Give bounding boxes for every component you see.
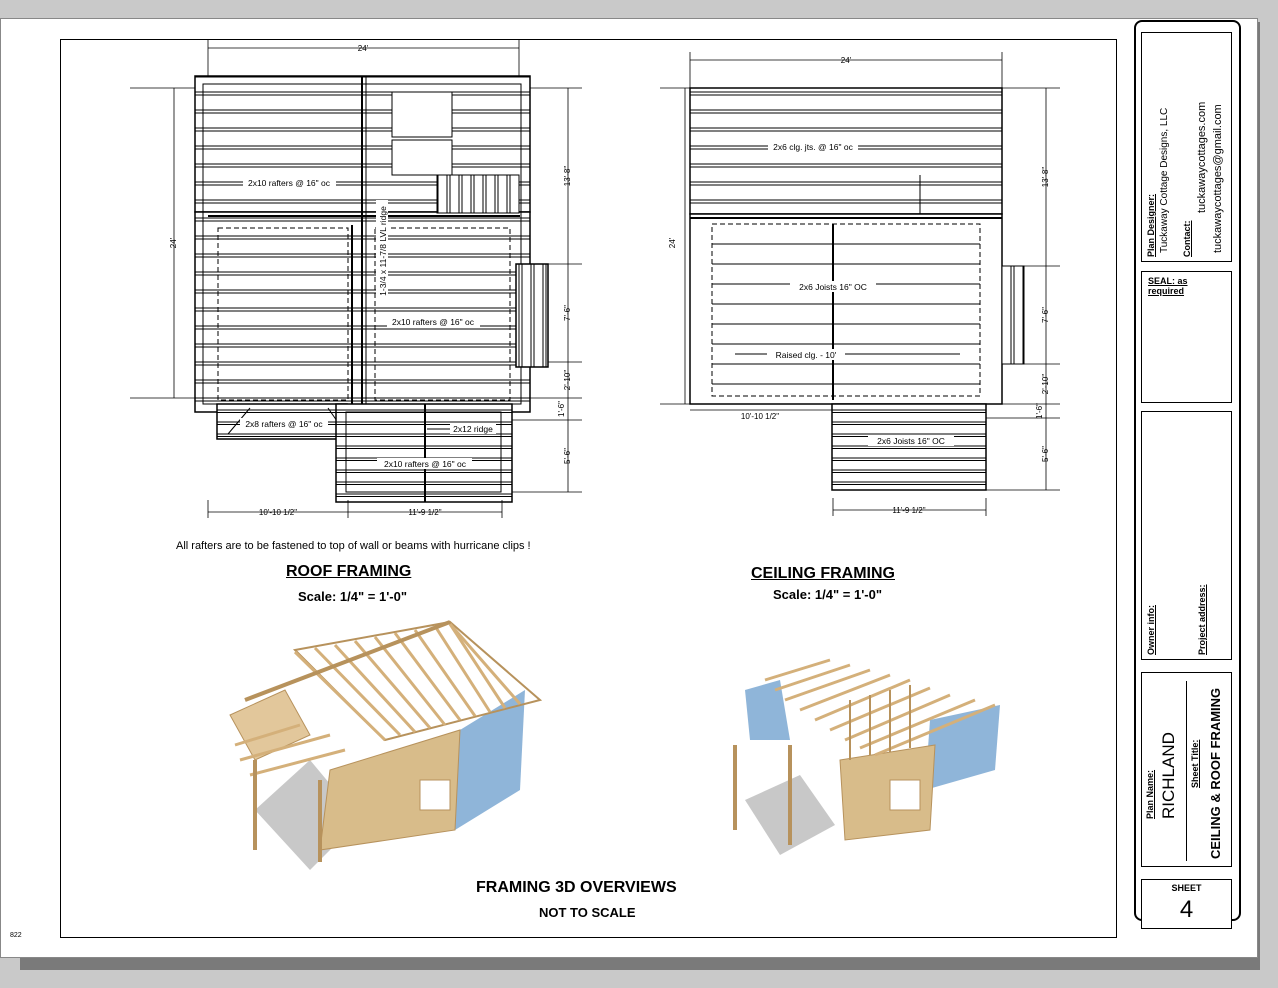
ceiling-dim-b1: 10'-10 1/2" [740, 412, 780, 421]
plan-name: RICHLAND [1159, 732, 1178, 819]
designer-name: Tuckaway Cottage Designs, LLC [1159, 107, 1170, 253]
owner-box [1141, 411, 1232, 660]
roof-framing-title: ROOF FRAMING [286, 563, 412, 580]
roof-label-lvl-ridge: 1-3/4 x 11-7/8 LVL ridge [378, 206, 388, 296]
ceiling-dim-b2: 11'-9 1/2" [892, 506, 926, 515]
roof-label-ridge-small: 2x12 ridge [453, 424, 493, 434]
roof-framing-plan [130, 40, 582, 518]
seal-text: SEAL: as required [1148, 276, 1188, 296]
designer-box [1141, 32, 1232, 262]
roof-dim-left: 24' [169, 237, 178, 249]
ceiling-dim-r3: 2'-10" [1041, 373, 1050, 395]
roof-dim-top: 24' [357, 44, 369, 53]
roof-dim-r2: 7'-6" [563, 305, 572, 321]
ceiling-dim-left: 24' [668, 237, 677, 249]
owner-label: Owner info: [1146, 605, 1156, 655]
sheet-number-box [1141, 879, 1232, 929]
ceiling-label-joists-bottom: 2x6 Joists 16" OC [877, 436, 945, 446]
ceiling-dim-r2: 7'-6" [1041, 307, 1050, 323]
plan-name-label: Plan Name: [1145, 769, 1155, 819]
title-block [1134, 20, 1241, 921]
sheet-label: SHEET [1171, 883, 1202, 893]
ceiling-framing-plan [660, 52, 1060, 516]
ceiling-dim-top: 24' [840, 56, 852, 65]
roof-label-rafters-mid: 2x10 rafters @ 16" oc [391, 317, 475, 327]
overview-title: FRAMING 3D OVERVIEWS [476, 879, 677, 896]
roof-framing-scale: Scale: 1/4" = 1'-0" [298, 589, 408, 604]
ceiling-framing-title: CEILING FRAMING [751, 565, 895, 582]
contact-label: Contact: [1182, 220, 1192, 257]
ceiling-dim-r5: 5'-6" [1041, 446, 1050, 462]
designer-label: Plan Designer: [1146, 193, 1156, 257]
ceiling-label-joists-mid: 2x6 Joists 16" OC [799, 282, 867, 292]
roof-dim-r3: 2'-10" [563, 369, 572, 391]
sheet-number: 4 [1179, 896, 1194, 923]
ceiling-label-clg-joists: 2x6 clg. jts. @ 16" oc [773, 142, 853, 152]
ceiling-label-raised: Raised clg. - 10' [775, 350, 837, 360]
ceiling-dim-r1: 13'-8" [1041, 166, 1050, 188]
overview-subtitle: NOT TO SCALE [539, 905, 636, 920]
roof-dim-b2: 11'-9 1/2" [408, 508, 442, 517]
roof-label-rafters-porch: 2x8 rafters @ 16" oc [245, 419, 323, 429]
corner-mark: 822 [10, 932, 22, 939]
ceiling-framing-scale: Scale: 1/4" = 1'-0" [773, 587, 883, 602]
website: tuckawaycottages.com [1196, 101, 1208, 213]
roof-dim-r5: 5'-6" [563, 448, 572, 464]
plan-name-box [1141, 672, 1232, 867]
ceiling-3d-overview [735, 660, 1000, 855]
sheet-title-label: Sheet Title: [1190, 739, 1200, 788]
roof-label-rafters-bottom: 2x10 rafters @ 16" oc [383, 459, 467, 469]
roof-dim-b1: 10'-10 1/2" [258, 508, 298, 517]
roof-label-rafters-top: 2x10 rafters @ 16" oc [247, 178, 331, 188]
ceiling-dim-r4: 1'-6" [1035, 403, 1044, 419]
roof-dim-r1: 13'-8" [563, 165, 572, 187]
email: tuckawaycottages@gmail.com [1212, 104, 1224, 253]
seal-box [1141, 271, 1232, 403]
roof-3d-overview [230, 622, 540, 870]
roof-dim-r4: 1'-6" [557, 401, 566, 417]
project-address-label: Project address: [1197, 584, 1207, 655]
roof-note: All rafters are to be fastened to top of wall or beams with hurricane clips ! [176, 540, 531, 552]
sheet-title: CEILING & ROOF FRAMING [1208, 687, 1223, 859]
